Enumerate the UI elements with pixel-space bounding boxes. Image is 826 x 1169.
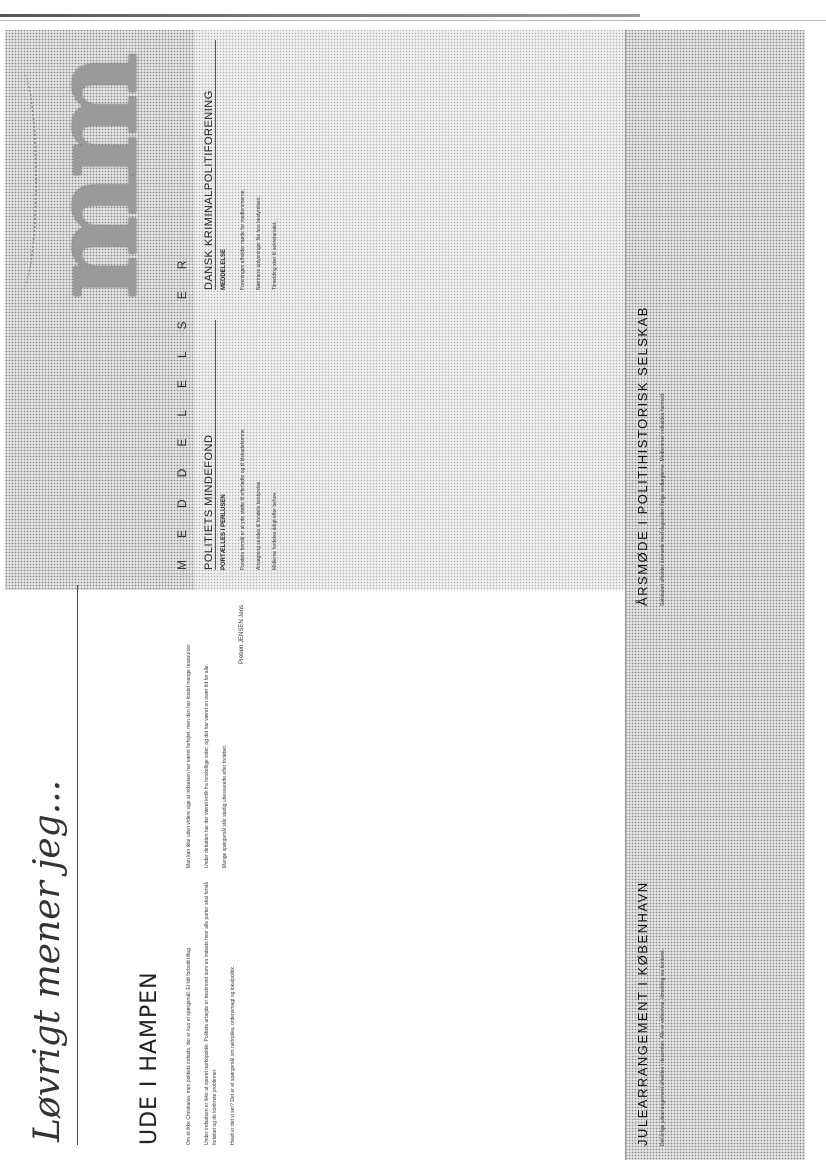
article-column: [185, 605, 605, 868]
kf-paragraph: Tilmelding sker til sekretariatet.: [272, 221, 278, 290]
julearrangement-panel: [625, 620, 805, 1160]
article-paragraph: Under indsatsen er ikke at sporet narkopolitik. Politiets arbejde er beskrevet som en indsats hvor alle parter skal forstå forløbet og de konkrete problemer.: [204, 882, 218, 1145]
mindefond-paragraph: Midlerne fordeles årligt efter behov.: [272, 491, 278, 570]
aarsmode-heading: ÅRSMØDE I POLITIHISTORISK SELSKAB: [635, 306, 650, 606]
article-paragraph: Man kan ikke uden videre sige at indsatsen har været forfejlet, men den har kostet mange ressourcer.: [186, 643, 192, 868]
kriminalpolitiforening-heading: DANSK KRIMINALPOLITIFORENING: [203, 40, 216, 290]
mindefond-heading: POLITIETS MINDEFOND: [203, 320, 216, 570]
mindefond-paragraph: Ansøgning sendes til fondets bestyrelse.: [256, 480, 262, 570]
column-handwriting-title: Løvrigt mener jeg...: [27, 779, 68, 1142]
rotated-spread: [5, 30, 805, 1160]
julearrangement-heading: JULEARRANGEMENT I KØBENHAVN: [635, 881, 650, 1146]
magazine-logo: mm: [24, 58, 165, 300]
aarsmode-body: [659, 75, 673, 606]
article-paragraph: Om et ikke Christiania, men politiets indsats, der er kun et spørgsmål. Et lidt forbudt tiltag.: [186, 946, 192, 1145]
masthead-panel: [5, 30, 195, 590]
article-paragraph: Under debatten har der været kritik fra forskellige sider, og det har været en svær tid for alle.: [204, 664, 210, 868]
mindefond-subheading: PORTÆLLES I PERLUSEN: [221, 494, 227, 570]
article-title: UDE I HAMPEN: [137, 971, 162, 1145]
mindefond-paragraph: Fondets formål er at yde støtte til efterladte og til tilskadekomne.: [240, 427, 246, 570]
meddelelser-panel: [195, 30, 625, 590]
mindefond-body: [239, 320, 287, 570]
article-signature: Preben JENSEN Jens: [239, 605, 245, 665]
julearrangement-body: [659, 660, 673, 1146]
column-underline: [77, 585, 78, 1145]
kf-paragraph: Nærmere oplysninger fås hos bestyrelsen.: [256, 196, 262, 290]
page-fold-line: [625, 30, 626, 1160]
kriminalpolitiforening-body: [239, 40, 287, 290]
julearrangement-text: Det årlige julearrangement afholdes i december. Alle er velkomne, tilmelding via kontoret.: [660, 948, 666, 1146]
aarsmode-text: Selskabet afholder årsmøde med dagsorden ifølge vedtægterne. Medlemmer indkaldes hermed.: [660, 392, 666, 606]
aarsmode-panel: [625, 30, 805, 620]
kf-paragraph: Foreningen afholder møde for medlemmerne.: [240, 189, 246, 290]
section-label: MEDDELELSER: [175, 238, 189, 570]
article-body: [185, 605, 605, 1145]
article-paragraph: Mange spørgsmål står stadig ubesvarede efter forløbet.: [222, 744, 228, 868]
kriminalpolitiforening-subheading: MEDDELELSE: [221, 248, 227, 290]
article-column: [185, 882, 605, 1145]
article-paragraph: Hvad er det vi ser? Det er et spørgsmål om narkotika, ordensmagt og lokalpolitik.: [230, 965, 236, 1145]
